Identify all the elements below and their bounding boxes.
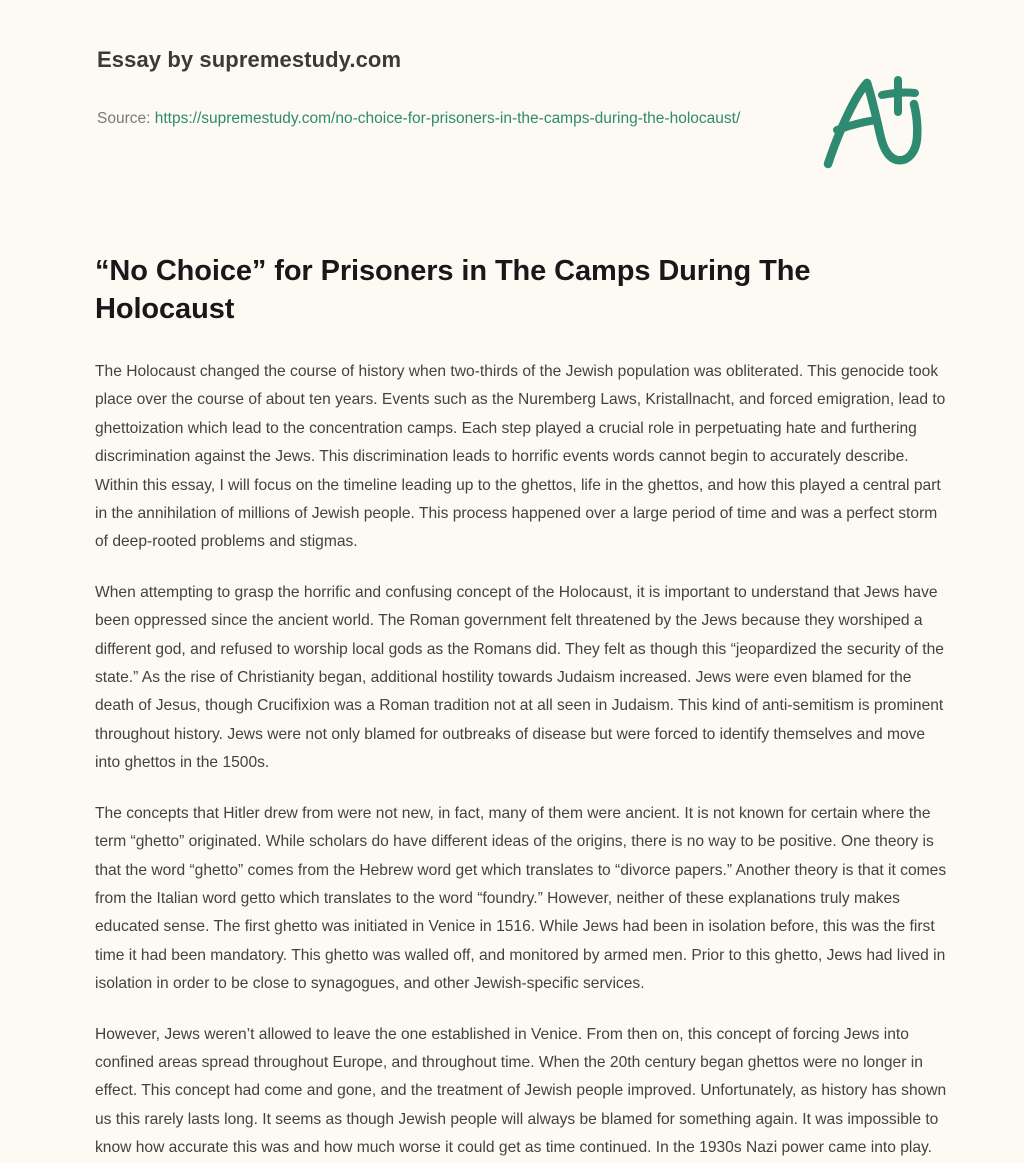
article <box>95 252 951 1163</box>
essay-byline: Essay by supremestudy.com <box>97 47 402 72</box>
article-body <box>95 358 951 1163</box>
article-paragraph: However, Jews weren’t allowed to leave the one established in Venice. From then on, this concept of forcing Jews into confined areas spread throughout Europe, and throughout time. When the 20th century began ghettos were no longer in effect. This concept had come and gone, and the treatment of Jewish people improved. Unfortunately, as history has shown us this rarely lasts long. It seems as though Jewish people will always be blamed for something again. It was impossible to know how accurate this was and how much worse it could get as time continued. In the 1930s Nazi power came into play. <box>95 1025 947 1157</box>
source-label: Source: <box>97 110 151 127</box>
article-paragraph: The concepts that Hitler drew from were not new, in fact, many of them were ancient. It is not known for certain where the term “ghetto” originated. While scholars do have different ideas of the origins, there is no way to be positive. One theory is that the word “ghetto” comes from the Hebrew word get which translates to “divorce papers.” Another theory is that it comes from the Italian word getto which translates to the word “foundry.” However, neither of these explanations truly makes educated sense. The first ghetto was initiated in Venice in 1516. While Jews had been in isolation before, this was the first time it had been mandatory. This ghetto was walled off, and monitored by armed men. Prior to this ghetto, Jews had lived in isolation in order to be close to synagogues, and other Jewish-specific services. <box>95 804 947 993</box>
page-title: “No Choice” for Prisoners in The Camps During The Holocaust <box>95 255 811 325</box>
page-header <box>0 0 1024 200</box>
article-paragraph: The Holocaust changed the course of history when two-thirds of the Jewish population was obliterated. This genocide took place over the course of about ten years. Events such as the Nuremberg Laws, Kristallnacht, and forced emigration, lead to ghettoization which lead to the concentration camps. Each step played a crucial role in perpetuating hate and furthering discrimination against the Jews. This discrimination leads to horrific events words cannot begin to accurately describe. Within this essay, I will focus on the timeline leading up to the ghettos, life in the ghettos, and how this played a central part in the annihilation of millions of Jewish people. This process happened over a large period of time and was a perfect storm of deep-rooted problems and stigmas. <box>95 363 946 551</box>
a-plus-logo-icon <box>818 68 930 174</box>
source-url-link[interactable]: https://supremestudy.com/no-choice-for-prisoners-in-the-camps-during-the-holocaust/ <box>154 110 741 127</box>
source-line <box>97 106 777 131</box>
article-paragraph: When attempting to grasp the horrific and confusing concept of the Holocaust, it is important to understand that Jews have been oppressed since the ancient world. The Roman government felt threatened by the Jews because they worshiped a different god, and refused to worship local gods as the Romans did. They felt as though this “jeopardized the security of the state.” As the rise of Christianity began, additional hostility towards Judaism increased. Jews were even blamed for the death of Jesus, though Crucifixion was a Roman tradition not at all seen in Judaism. This kind of anti-semitism is prominent throughout history. Jews were not only blamed for outbreaks of disease but were forced to identify themselves and move into ghettos in the 1500s. <box>95 583 944 772</box>
